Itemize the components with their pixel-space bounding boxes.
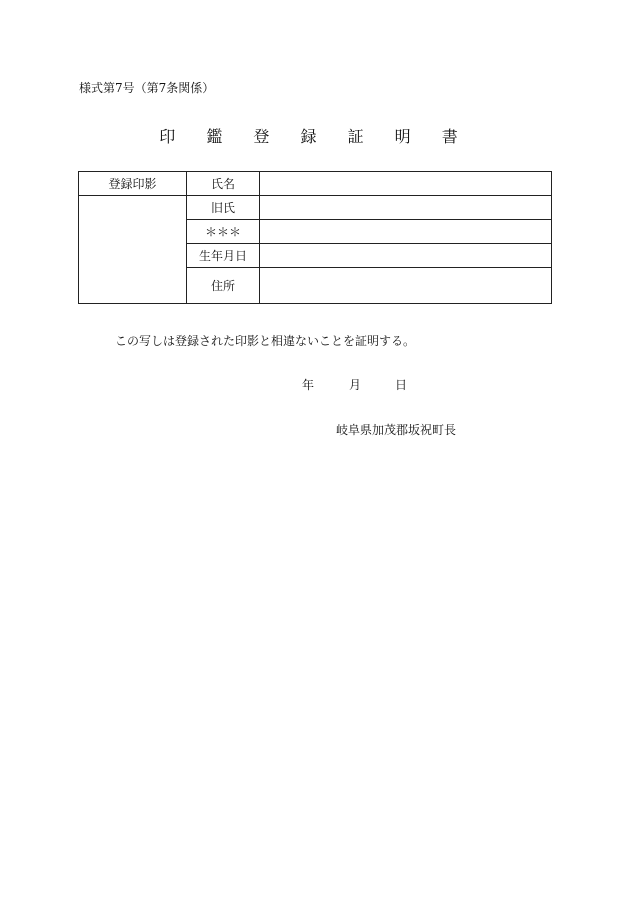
seal-impression-area [79,196,187,304]
seal-header-cell: 登録印影 [79,172,187,196]
certification-statement: この写しは登録された印影と相違ないことを証明する。 [115,334,416,348]
masked-value [260,220,552,244]
date-year-label: 年 [302,378,315,392]
former-name-value [260,196,552,220]
birth-date-label: 生年月日 [187,244,260,268]
address-value [260,268,552,304]
issuer-name: 岐阜県加茂郡坂祝町長 [336,423,457,437]
table-row-name [79,172,552,196]
address-label: 住所 [187,268,260,304]
table-row-former-name [79,196,552,220]
name-value [260,172,552,196]
former-name-label: 旧氏 [187,196,260,220]
form-number: 様式第7号（第7条関係） [79,81,215,95]
birth-date-value [260,244,552,268]
date-day-label: 日 [395,378,408,392]
document-title: 印 鑑 登 録 証 明 書 [159,127,471,146]
name-label: 氏名 [187,172,260,196]
masked-label: ＊＊＊ [187,220,260,244]
date-month-label: 月 [349,378,362,392]
registration-table [78,171,552,304]
